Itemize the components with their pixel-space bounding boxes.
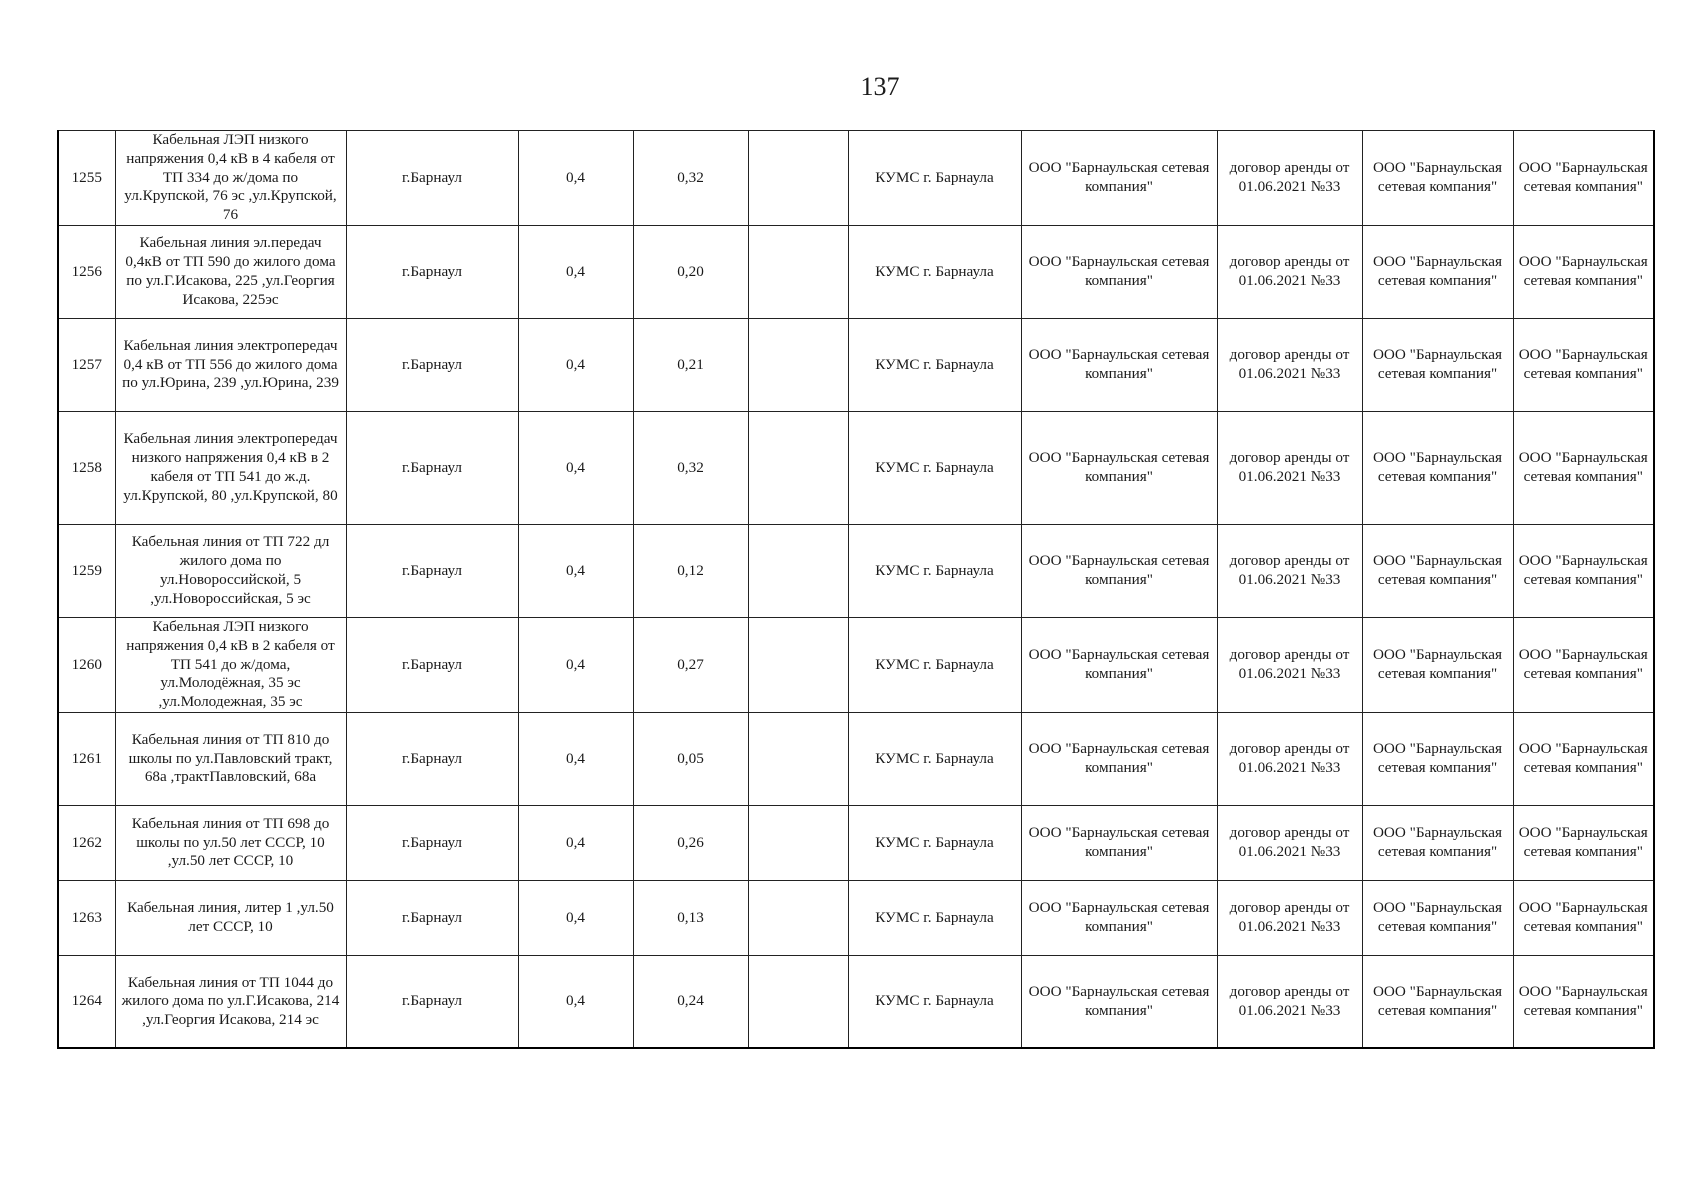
owner-cell: КУМС г. Барнаула — [848, 880, 1021, 955]
contract-cell: договор аренды от 01.06.2021 №33 — [1217, 225, 1362, 318]
object-description-cell: Кабельная линия от ТП 810 до школы по ул.Павловский тракт, 68а ,трактПавловский, 68а — [115, 712, 346, 805]
table-row — [58, 131, 1654, 226]
object-description-cell: Кабельная линия, литер 1 ,ул.50 лет СССР, 10 — [115, 880, 346, 955]
service-cell: ООО "Барнаульская сетевая компания" — [1513, 411, 1654, 524]
extra-cell — [748, 617, 848, 712]
registry-table — [57, 130, 1655, 1049]
contract-cell: договор аренды от 01.06.2021 №33 — [1217, 617, 1362, 712]
record-number-cell: 1261 — [58, 712, 115, 805]
location-cell: г.Барнаул — [346, 225, 518, 318]
location-cell: г.Барнаул — [346, 131, 518, 226]
owner-cell: КУМС г. Барнаула — [848, 318, 1021, 411]
table-row — [58, 712, 1654, 805]
holder-cell: ООО "Барнаульская сетевая компания" — [1021, 805, 1217, 880]
length-cell: 0,20 — [633, 225, 748, 318]
record-number-cell: 1262 — [58, 805, 115, 880]
record-number-cell: 1258 — [58, 411, 115, 524]
extra-cell — [748, 805, 848, 880]
registry-table-body — [58, 131, 1654, 1049]
table-row — [58, 805, 1654, 880]
extra-cell — [748, 524, 848, 617]
operator-cell: ООО "Барнаульская сетевая компания" — [1362, 712, 1513, 805]
location-cell: г.Барнаул — [346, 955, 518, 1048]
length-cell: 0,27 — [633, 617, 748, 712]
length-cell: 0,13 — [633, 880, 748, 955]
record-number-cell: 1255 — [58, 131, 115, 226]
length-cell: 0,26 — [633, 805, 748, 880]
holder-cell: ООО "Барнаульская сетевая компания" — [1021, 617, 1217, 712]
voltage-cell: 0,4 — [518, 880, 633, 955]
table-row — [58, 880, 1654, 955]
object-description-cell: Кабельная линия от ТП 698 до школы по ул.50 лет СССР, 10 ,ул.50 лет СССР, 10 — [115, 805, 346, 880]
object-description-cell: Кабельная ЛЭП низкого напряжения 0,4 кВ в 2 кабеля от ТП 541 до ж/дома, ул.Молодёжная, 35 эс ,ул.Молодежная, 35 эс — [115, 617, 346, 712]
operator-cell: ООО "Барнаульская сетевая компания" — [1362, 880, 1513, 955]
location-cell: г.Барнаул — [346, 524, 518, 617]
extra-cell — [748, 131, 848, 226]
operator-cell: ООО "Барнаульская сетевая компания" — [1362, 805, 1513, 880]
owner-cell: КУМС г. Барнаула — [848, 955, 1021, 1048]
contract-cell: договор аренды от 01.06.2021 №33 — [1217, 318, 1362, 411]
object-description-cell: Кабельная линия от ТП 1044 до жилого дома по ул.Г.Исакова, 214 ,ул.Георгия Исакова, 214 эс — [115, 955, 346, 1048]
operator-cell: ООО "Барнаульская сетевая компания" — [1362, 617, 1513, 712]
contract-cell: договор аренды от 01.06.2021 №33 — [1217, 131, 1362, 226]
service-cell: ООО "Барнаульская сетевая компания" — [1513, 617, 1654, 712]
contract-cell: договор аренды от 01.06.2021 №33 — [1217, 955, 1362, 1048]
location-cell: г.Барнаул — [346, 617, 518, 712]
location-cell: г.Барнаул — [346, 411, 518, 524]
location-cell: г.Барнаул — [346, 805, 518, 880]
record-number-cell: 1263 — [58, 880, 115, 955]
table-row — [58, 318, 1654, 411]
service-cell: ООО "Барнаульская сетевая компания" — [1513, 712, 1654, 805]
voltage-cell: 0,4 — [518, 318, 633, 411]
object-description-cell: Кабельная линия электропередач 0,4 кВ от ТП 556 до жилого дома по ул.Юрина, 239 ,ул.Юрина, 239 — [115, 318, 346, 411]
contract-cell: договор аренды от 01.06.2021 №33 — [1217, 411, 1362, 524]
service-cell: ООО "Барнаульская сетевая компания" — [1513, 805, 1654, 880]
length-cell: 0,12 — [633, 524, 748, 617]
voltage-cell: 0,4 — [518, 225, 633, 318]
operator-cell: ООО "Барнаульская сетевая компания" — [1362, 411, 1513, 524]
operator-cell: ООО "Барнаульская сетевая компания" — [1362, 955, 1513, 1048]
record-number-cell: 1260 — [58, 617, 115, 712]
service-cell: ООО "Барнаульская сетевая компания" — [1513, 880, 1654, 955]
voltage-cell: 0,4 — [518, 131, 633, 226]
location-cell: г.Барнаул — [346, 318, 518, 411]
owner-cell: КУМС г. Барнаула — [848, 131, 1021, 226]
owner-cell: КУМС г. Барнаула — [848, 225, 1021, 318]
extra-cell — [748, 225, 848, 318]
object-description-cell: Кабельная линия электропередач низкого напряжения 0,4 кВ в 2 кабеля от ТП 541 до ж.д. ул.Крупской, 80 ,ул.Крупской, 80 — [115, 411, 346, 524]
voltage-cell: 0,4 — [518, 955, 633, 1048]
length-cell: 0,05 — [633, 712, 748, 805]
record-number-cell: 1264 — [58, 955, 115, 1048]
voltage-cell: 0,4 — [518, 524, 633, 617]
record-number-cell: 1256 — [58, 225, 115, 318]
owner-cell: КУМС г. Барнаула — [848, 805, 1021, 880]
contract-cell: договор аренды от 01.06.2021 №33 — [1217, 880, 1362, 955]
owner-cell: КУМС г. Барнаула — [848, 617, 1021, 712]
holder-cell: ООО "Барнаульская сетевая компания" — [1021, 955, 1217, 1048]
voltage-cell: 0,4 — [518, 805, 633, 880]
holder-cell: ООО "Барнаульская сетевая компания" — [1021, 225, 1217, 318]
operator-cell: ООО "Барнаульская сетевая компания" — [1362, 524, 1513, 617]
table-row — [58, 955, 1654, 1048]
object-description-cell: Кабельная линия от ТП 722 дл жилого дома по ул.Новороссийской, 5 ,ул.Новороссийская, 5 эс — [115, 524, 346, 617]
object-description-cell: Кабельная ЛЭП низкого напряжения 0,4 кВ в 4 кабеля от ТП 334 до ж/дома по ул.Крупской, 76 эс ,ул.Крупской, 76 — [115, 131, 346, 226]
length-cell: 0,21 — [633, 318, 748, 411]
service-cell: ООО "Барнаульская сетевая компания" — [1513, 524, 1654, 617]
length-cell: 0,24 — [633, 955, 748, 1048]
contract-cell: договор аренды от 01.06.2021 №33 — [1217, 712, 1362, 805]
length-cell: 0,32 — [633, 411, 748, 524]
extra-cell — [748, 880, 848, 955]
owner-cell: КУМС г. Барнаула — [848, 524, 1021, 617]
location-cell: г.Барнаул — [346, 712, 518, 805]
table-row — [58, 225, 1654, 318]
operator-cell: ООО "Барнаульская сетевая компания" — [1362, 225, 1513, 318]
holder-cell: ООО "Барнаульская сетевая компания" — [1021, 411, 1217, 524]
table-row — [58, 524, 1654, 617]
service-cell: ООО "Барнаульская сетевая компания" — [1513, 131, 1654, 226]
voltage-cell: 0,4 — [518, 411, 633, 524]
extra-cell — [748, 318, 848, 411]
holder-cell: ООО "Барнаульская сетевая компания" — [1021, 712, 1217, 805]
operator-cell: ООО "Барнаульская сетевая компания" — [1362, 318, 1513, 411]
owner-cell: КУМС г. Барнаула — [848, 712, 1021, 805]
holder-cell: ООО "Барнаульская сетевая компания" — [1021, 318, 1217, 411]
record-number-cell: 1259 — [58, 524, 115, 617]
table-row — [58, 411, 1654, 524]
table-row — [58, 617, 1654, 712]
contract-cell: договор аренды от 01.06.2021 №33 — [1217, 805, 1362, 880]
service-cell: ООО "Барнаульская сетевая компания" — [1513, 225, 1654, 318]
record-number-cell: 1257 — [58, 318, 115, 411]
length-cell: 0,32 — [633, 131, 748, 226]
page-number: 137 — [860, 72, 900, 101]
holder-cell: ООО "Барнаульская сетевая компания" — [1021, 131, 1217, 226]
extra-cell — [748, 955, 848, 1048]
holder-cell: ООО "Барнаульская сетевая компания" — [1021, 524, 1217, 617]
contract-cell: договор аренды от 01.06.2021 №33 — [1217, 524, 1362, 617]
voltage-cell: 0,4 — [518, 617, 633, 712]
extra-cell — [748, 712, 848, 805]
service-cell: ООО "Барнаульская сетевая компания" — [1513, 955, 1654, 1048]
service-cell: ООО "Барнаульская сетевая компания" — [1513, 318, 1654, 411]
operator-cell: ООО "Барнаульская сетевая компания" — [1362, 131, 1513, 226]
holder-cell: ООО "Барнаульская сетевая компания" — [1021, 880, 1217, 955]
extra-cell — [748, 411, 848, 524]
object-description-cell: Кабельная линия эл.передач 0,4кВ от ТП 590 до жилого дома по ул.Г.Исакова, 225 ,ул.Георгия Исакова, 225эс — [115, 225, 346, 318]
owner-cell: КУМС г. Барнаула — [848, 411, 1021, 524]
voltage-cell: 0,4 — [518, 712, 633, 805]
location-cell: г.Барнаул — [346, 880, 518, 955]
